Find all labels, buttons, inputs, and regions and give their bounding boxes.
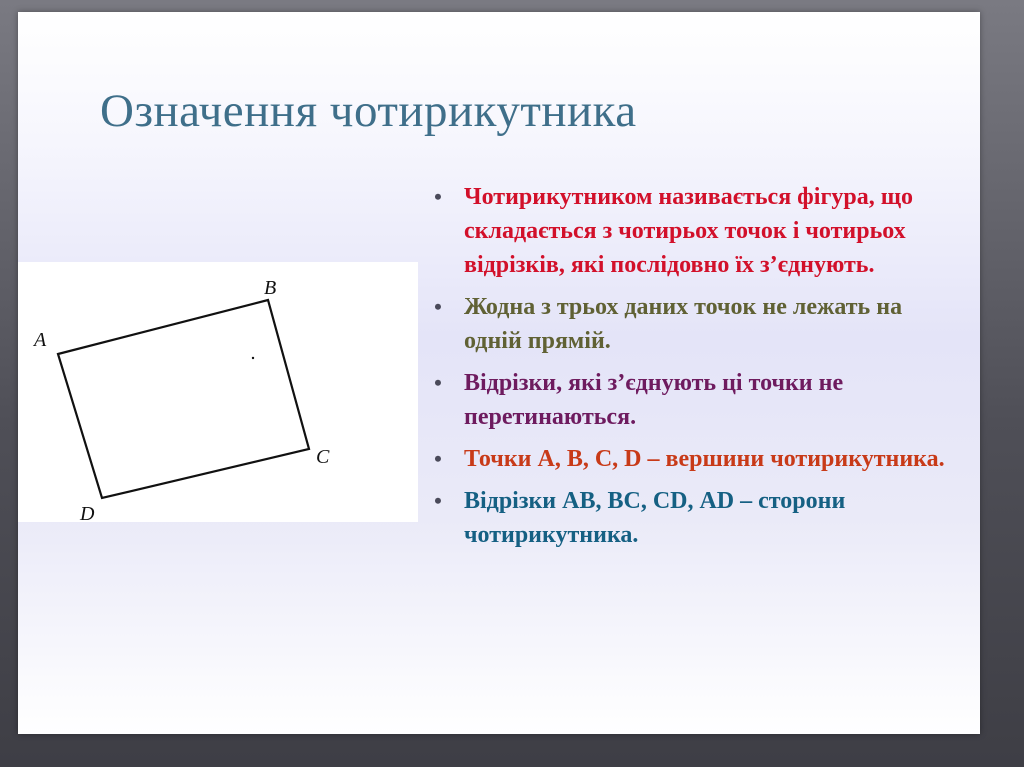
bullet-text: Точки А, В, С, D – вершини чотирикутника. <box>464 446 945 472</box>
bullet-item-definition <box>426 180 956 282</box>
slide <box>18 12 980 734</box>
stray-mark <box>252 357 254 359</box>
bullet-marker: • <box>434 184 442 209</box>
vertex-label-d: D <box>80 503 95 522</box>
definition-bullet-list <box>426 180 956 560</box>
bullet-item-vertices <box>426 442 956 476</box>
vertex-label-c: C <box>316 446 330 468</box>
bullet-text: Жодна з трьох даних точок не лежать на одній прямій. <box>464 294 903 354</box>
bullet-text: Відрізки, які з’єднують ці точки не перетинаються. <box>464 370 844 430</box>
slide-title: Означення чотирикутника <box>100 85 637 137</box>
vertex-label-a: A <box>34 329 47 351</box>
bullet-marker: • <box>434 446 442 471</box>
bullet-marker: • <box>434 294 442 319</box>
quadrilateral-shape <box>58 300 309 498</box>
vertex-label-b: B <box>264 277 277 299</box>
bullet-marker: • <box>434 488 442 513</box>
bullet-item-noncollinear <box>426 290 956 358</box>
bullet-marker: • <box>434 370 442 395</box>
bullet-item-nonintersecting <box>426 366 956 434</box>
quadrilateral-figure <box>18 262 418 522</box>
bullet-text: Чотирикутником називається фігура, що складається з чотирьох точок і чотирьох відрізків, які послідовно їх з’єднують. <box>464 184 913 278</box>
bullet-text: Відрізки АВ, ВС, СD, АD – сторони чотирикутника. <box>464 488 846 548</box>
bullet-item-sides <box>426 484 956 552</box>
